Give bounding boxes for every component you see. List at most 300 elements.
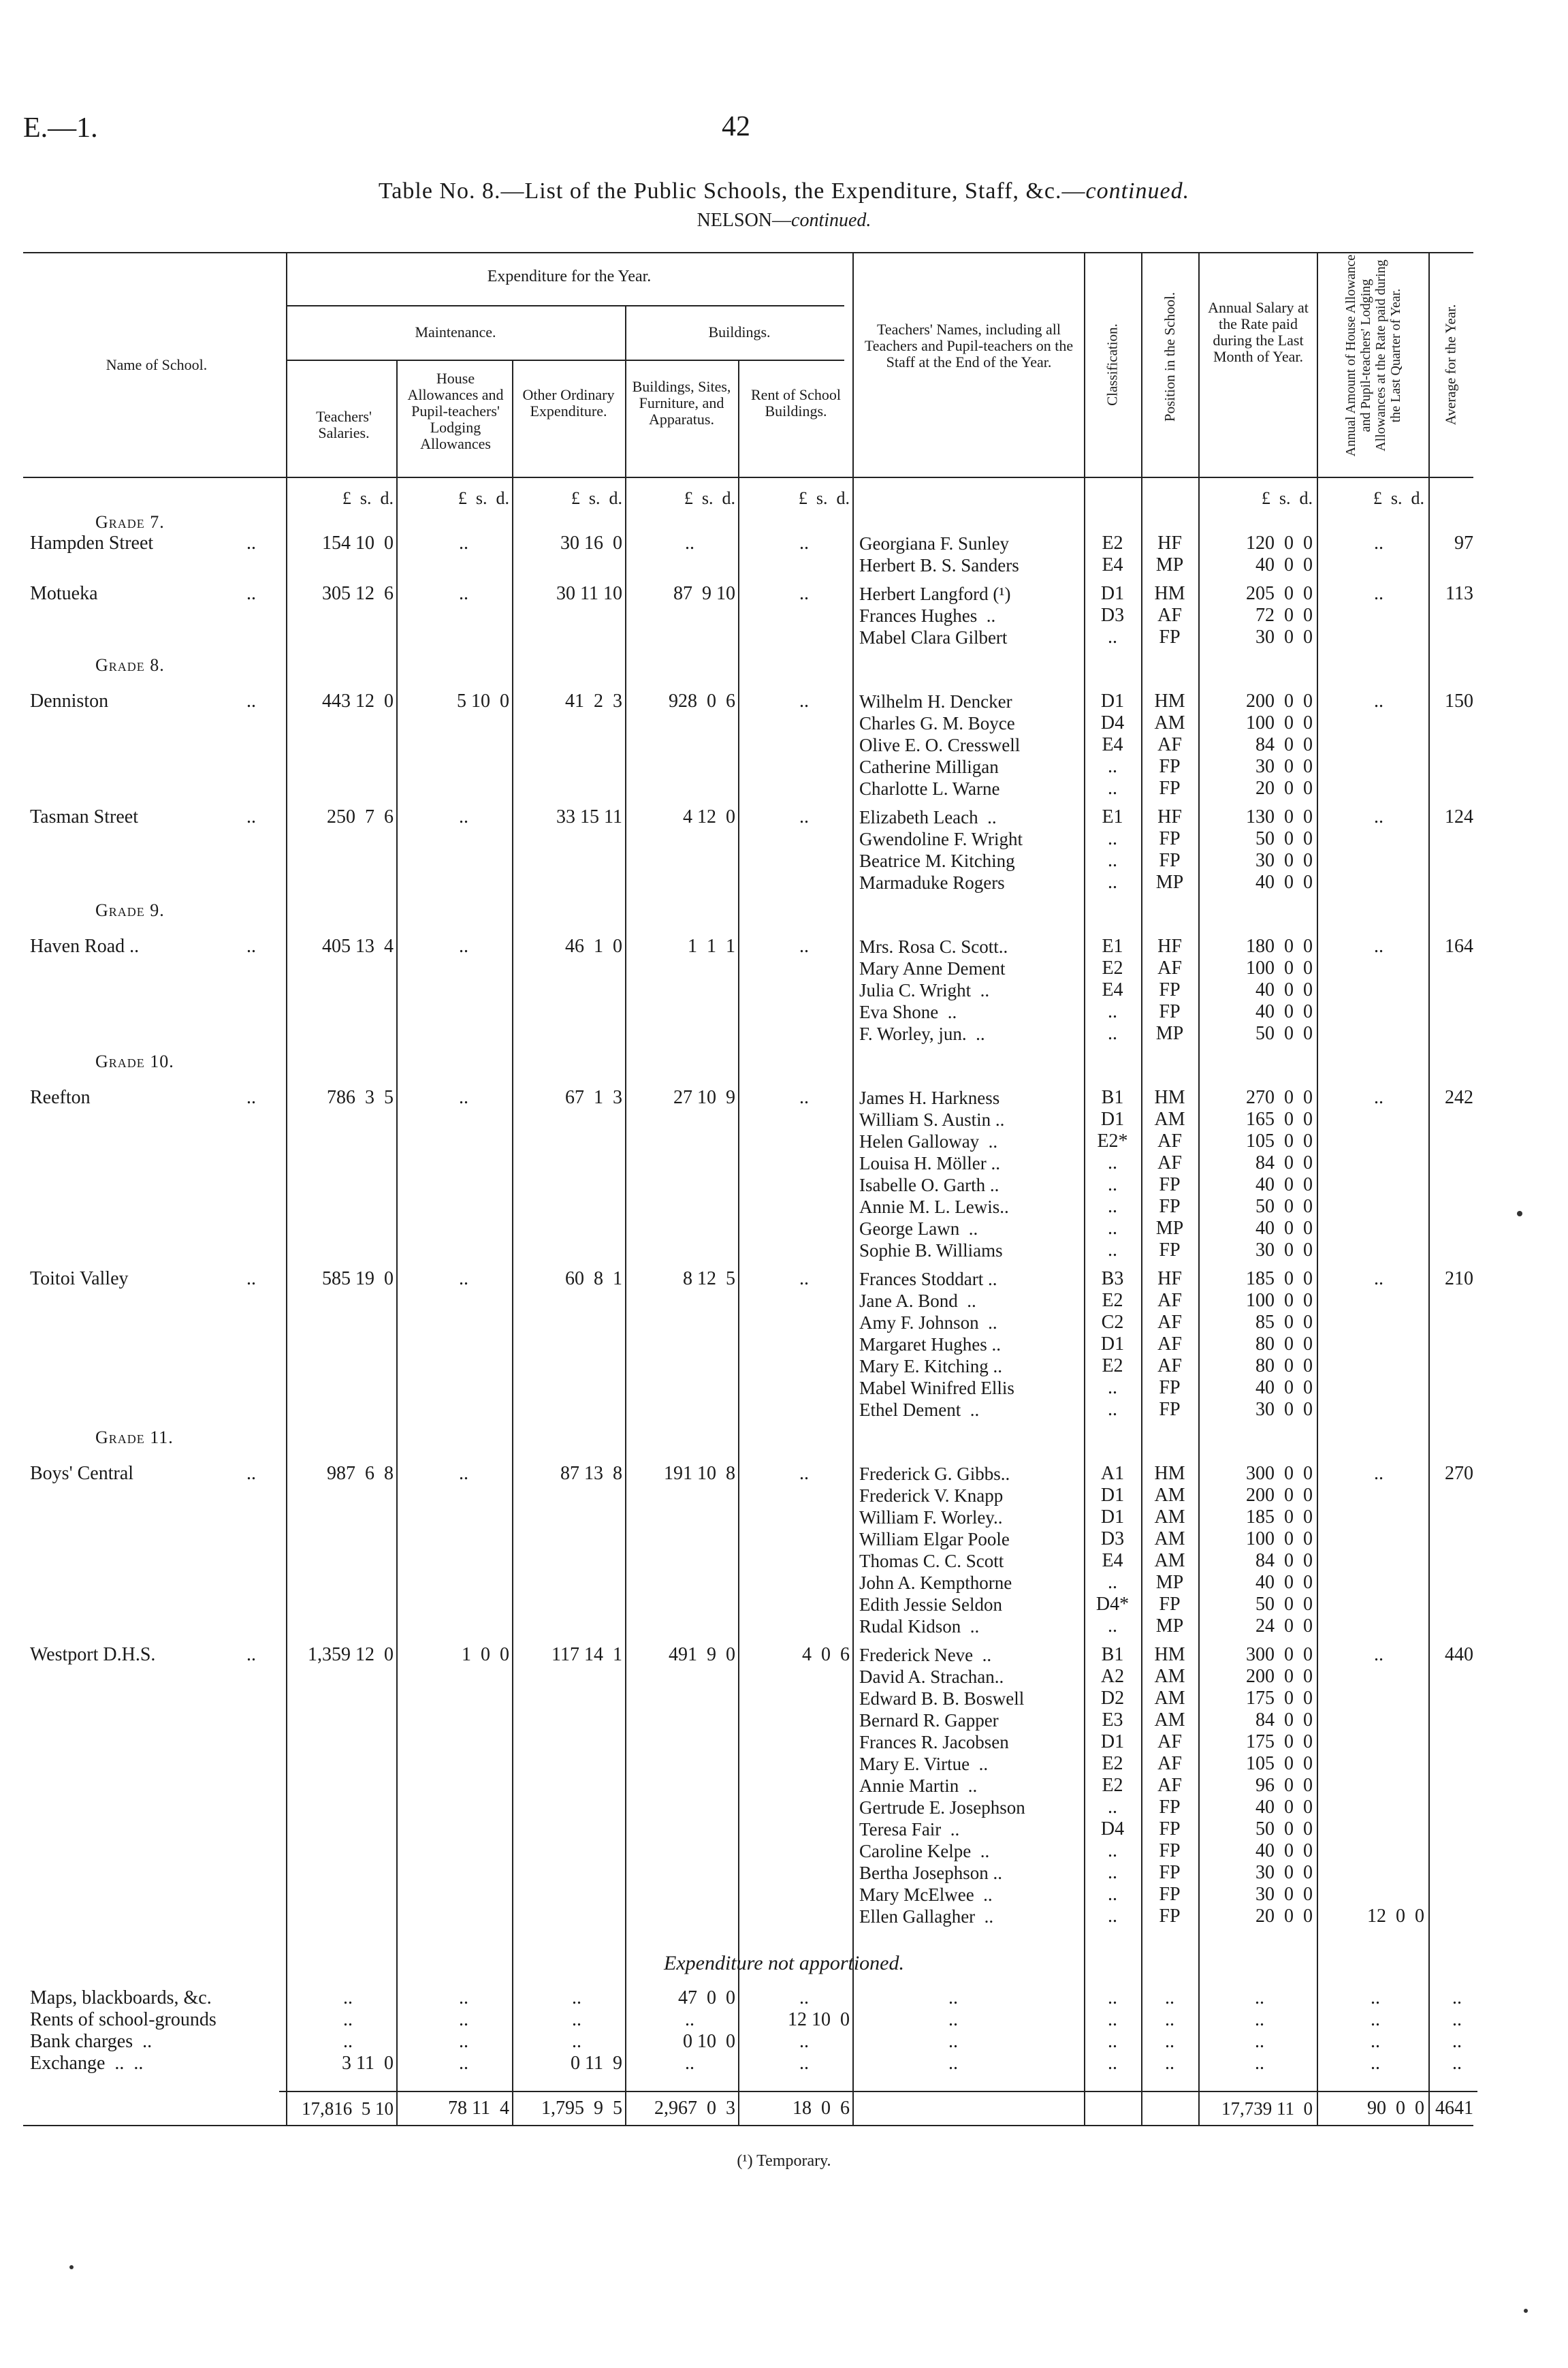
header-house-allowances: House Allowances and Pupil-teachers' Lodging Allowances [407, 370, 504, 452]
classification: E2 [1102, 1753, 1123, 1774]
teacher-name: Margaret Hughes .. [859, 1334, 1001, 1355]
total-rent: 18 0 6 [793, 2098, 850, 2119]
teacher-name: Sophie B. Williams [859, 1240, 1003, 1261]
annual-salary: 175 0 0 [1246, 1688, 1313, 1709]
average-attendance: 210 [1445, 1268, 1473, 1289]
teacher-name: Annie Martin .. [859, 1775, 978, 1796]
annual-salary: 30 0 0 [1255, 627, 1313, 648]
leader-dots: .. [246, 691, 256, 712]
teacher-name: Isabelle O. Garth .. [859, 1175, 999, 1195]
header-maintenance: Maintenance. [415, 323, 496, 341]
annual-salary: 40 0 0 [1255, 1840, 1313, 1861]
position: AF [1157, 1290, 1182, 1311]
position: FP [1159, 850, 1181, 871]
position: AF [1157, 1355, 1182, 1376]
average-attendance: 242 [1445, 1087, 1473, 1108]
school-name: Tasman Street [30, 806, 138, 827]
expense-label: Bank charges .. [30, 2031, 153, 2052]
school-name: Hampden Street [30, 533, 154, 554]
house-allowances: .. [459, 2009, 468, 2030]
teacher-name: Rudal Kidson .. [859, 1616, 980, 1637]
position: FP [1159, 1594, 1181, 1615]
teacher-name: Edith Jessie Seldon [859, 1594, 1002, 1615]
teacher-name: Jane A. Bond .. [859, 1291, 976, 1311]
teachers-salaries: 154 10 0 [322, 533, 394, 554]
position: MP [1155, 1572, 1184, 1593]
annual-salary: 50 0 0 [1255, 828, 1313, 849]
school-name: Boys' Central [30, 1463, 134, 1484]
annual-salary: 175 0 0 [1246, 1731, 1313, 1752]
average-attendance: 150 [1445, 691, 1473, 712]
teachers-salaries: .. [343, 2031, 353, 2052]
position: MP [1155, 1615, 1184, 1637]
house-allowances: .. [459, 533, 468, 554]
buildings-expenditure: 4 12 0 [683, 806, 735, 827]
position: FP [1159, 627, 1181, 648]
classification: .. [1108, 872, 1117, 893]
empty-marker: .. [1371, 2009, 1380, 2030]
classification: E4 [1102, 979, 1123, 1000]
table-top-rule [23, 252, 1473, 253]
annual-salary: 24 0 0 [1255, 1615, 1313, 1637]
rent-expenditure: .. [799, 806, 809, 827]
position: FP [1159, 1399, 1181, 1420]
teacher-name: Julia C. Wright .. [859, 980, 990, 1000]
position: HF [1157, 1268, 1182, 1289]
leader-dots: .. [246, 806, 256, 827]
house-allowance-rate: .. [1374, 691, 1383, 712]
not-apportioned-title: Expenditure not apportioned. [664, 1952, 904, 1974]
teacher-name: Frederick G. Gibbs.. [859, 1464, 1010, 1484]
rent-expenditure: .. [799, 2031, 809, 2052]
total-average: 4641 [1435, 2098, 1473, 2119]
annual-salary: 85 0 0 [1255, 1312, 1313, 1333]
empty-marker: .. [1255, 2053, 1264, 2074]
teacher-name: Mrs. Rosa C. Scott.. [859, 936, 1008, 957]
position: HM [1154, 1463, 1185, 1484]
annual-salary: 200 0 0 [1246, 1666, 1313, 1687]
expense-label: Exchange .. .. [30, 2053, 144, 2074]
buildings-expenditure: 87 9 10 [673, 583, 735, 604]
col-rule [1198, 252, 1200, 2126]
position: MP [1155, 1023, 1184, 1044]
teachers-salaries: 786 3 5 [327, 1087, 394, 1108]
annual-salary: 80 0 0 [1255, 1355, 1313, 1376]
teacher-name: Edward B. B. Boswell [859, 1688, 1025, 1709]
position: AF [1157, 1131, 1182, 1152]
annual-salary: 40 0 0 [1255, 1218, 1313, 1239]
classification: .. [1108, 1615, 1117, 1637]
position: AF [1157, 605, 1182, 626]
teacher-name: Eva Shone .. [859, 1002, 957, 1022]
teacher-name: Mabel Winifred Ellis [859, 1378, 1014, 1398]
classification: .. [1108, 1196, 1117, 1217]
annual-salary: 96 0 0 [1255, 1775, 1313, 1796]
other-expenditure: 0 11 9 [571, 2053, 622, 2074]
annual-salary: 100 0 0 [1246, 1528, 1313, 1549]
classification: B3 [1101, 1268, 1124, 1289]
teacher-name: Caroline Kelpe .. [859, 1841, 990, 1861]
teachers-salaries: 585 19 0 [322, 1268, 394, 1289]
rent-expenditure: .. [799, 533, 809, 554]
annual-salary: 50 0 0 [1255, 1196, 1313, 1217]
annual-salary: 105 0 0 [1246, 1753, 1313, 1774]
total-salaries: 17,816 5 10 [302, 2098, 394, 2119]
empty-marker: .. [1165, 2053, 1174, 2074]
position: FP [1159, 979, 1181, 1000]
empty-marker: .. [948, 1987, 958, 2008]
other-expenditure: .. [572, 1987, 581, 2008]
position: AM [1154, 712, 1185, 733]
house-allowances: .. [459, 2053, 468, 2074]
teacher-name: Thomas C. C. Scott [859, 1551, 1004, 1571]
average-attendance: 164 [1445, 936, 1473, 957]
buildings-expenditure: .. [685, 533, 694, 554]
position: FP [1159, 1906, 1181, 1927]
school-name: Denniston [30, 691, 109, 712]
header-rent: Rent of School Buildings. [751, 386, 841, 420]
leader-dots: .. [246, 936, 256, 957]
annual-salary: 270 0 0 [1246, 1087, 1313, 1108]
annual-salary: 30 0 0 [1255, 1240, 1313, 1261]
other-expenditure: .. [572, 2031, 581, 2052]
classification: D1 [1100, 1333, 1125, 1355]
annual-salary: 105 0 0 [1246, 1131, 1313, 1152]
annual-salary: 205 0 0 [1246, 583, 1313, 604]
position: FP [1159, 1240, 1181, 1261]
classification: D1 [1100, 583, 1125, 604]
buildings-expenditure: 1 1 1 [688, 936, 735, 957]
unit-label: £ s. d. [571, 488, 622, 508]
classification: E4 [1102, 1550, 1123, 1571]
house-allowances: .. [459, 1987, 468, 2008]
position: FP [1159, 778, 1181, 799]
annual-salary: 40 0 0 [1255, 979, 1313, 1000]
annual-salary: 40 0 0 [1255, 1797, 1313, 1818]
grade-heading: Grade 10. [95, 1052, 174, 1071]
classification: E1 [1102, 936, 1123, 957]
header-teachers-names: Teachers' Names, including all Teachers and Pupil-teachers on the Staff at the End of the Year. [864, 321, 1074, 370]
classification: E4 [1102, 734, 1123, 755]
rent-expenditure: .. [799, 1987, 809, 2008]
empty-marker: .. [1108, 2009, 1117, 2030]
position: AM [1154, 1709, 1185, 1731]
teacher-name: Annie M. L. Lewis.. [859, 1197, 1009, 1217]
classification: D2 [1100, 1688, 1125, 1709]
teacher-name: Marmaduke Rogers [859, 872, 1005, 893]
position: AF [1157, 958, 1182, 979]
classification: .. [1108, 1797, 1117, 1818]
average-attendance: 97 [1454, 533, 1473, 554]
rent-expenditure: .. [799, 1268, 809, 1289]
other-expenditure: 30 11 10 [556, 583, 622, 604]
buildings-expenditure: .. [685, 2009, 694, 2030]
classification: .. [1108, 1152, 1117, 1173]
position: AF [1157, 1731, 1182, 1752]
other-expenditure: 60 8 1 [565, 1268, 622, 1289]
empty-marker: .. [1371, 1987, 1380, 2008]
leader-dots: .. [246, 1644, 256, 1665]
classification: .. [1108, 1840, 1117, 1861]
teacher-name: Wilhelm H. Dencker [859, 691, 1012, 712]
empty-marker: .. [1371, 2031, 1380, 2052]
header-expenditure: Expenditure for the Year. [487, 268, 652, 285]
teachers-salaries: 987 6 8 [327, 1463, 394, 1484]
header-buildings: Buildings. [708, 323, 771, 341]
teacher-name: Beatrice M. Kitching [859, 851, 1015, 871]
classification: C2 [1101, 1312, 1124, 1333]
other-expenditure: 67 1 3 [565, 1087, 622, 1108]
other-expenditure: 117 14 1 [551, 1644, 622, 1665]
position: AF [1157, 1152, 1182, 1173]
rent-expenditure: .. [799, 1087, 809, 1108]
teacher-name: Charlotte L. Warne [859, 778, 1000, 799]
teacher-name: Louisa H. Möller .. [859, 1153, 1000, 1173]
annual-salary: 30 0 0 [1255, 850, 1313, 871]
maintenance-rule [286, 360, 844, 361]
position: AM [1154, 1485, 1185, 1506]
header-bottom-rule [23, 477, 1473, 478]
house-allowances: .. [459, 1087, 468, 1108]
unit-label: £ s. d. [458, 488, 509, 508]
position: FP [1159, 1174, 1181, 1195]
classification: .. [1108, 1572, 1117, 1593]
leader-dots: .. [246, 1087, 256, 1108]
scan-speck [1517, 1211, 1522, 1216]
house-allowances: .. [459, 806, 468, 827]
teachers-salaries: .. [343, 1987, 353, 2008]
position: FP [1159, 1797, 1181, 1818]
leader-dots: .. [246, 1463, 256, 1484]
school-name: Reefton [30, 1087, 91, 1108]
classification: E3 [1102, 1709, 1123, 1731]
teacher-name: Elizabeth Leach .. [859, 807, 997, 827]
position: HF [1157, 533, 1182, 554]
empty-marker: .. [1255, 2031, 1264, 2052]
house-allowances: .. [459, 1463, 468, 1484]
annual-salary: 40 0 0 [1255, 554, 1313, 575]
house-allowance-rate: .. [1374, 1463, 1383, 1484]
position: FP [1159, 1840, 1181, 1861]
empty-marker: .. [1255, 1987, 1264, 2008]
average-attendance: 113 [1445, 583, 1473, 604]
teacher-name: Mary E. Kitching .. [859, 1356, 1002, 1376]
rent-expenditure: 12 10 0 [788, 2009, 850, 2030]
teachers-salaries: 305 12 6 [322, 583, 394, 604]
annual-salary: 72 0 0 [1255, 605, 1313, 626]
teachers-salaries: 250 7 6 [327, 806, 394, 827]
classification: E4 [1102, 554, 1123, 575]
empty-marker: .. [948, 2009, 958, 2030]
buildings-expenditure: 491 9 0 [669, 1644, 735, 1665]
annual-salary: 200 0 0 [1246, 691, 1313, 712]
average-attendance: 440 [1445, 1644, 1473, 1665]
other-expenditure: 30 16 0 [560, 533, 622, 554]
teacher-name: Frances Hughes .. [859, 605, 996, 626]
total-house: 78 11 4 [448, 2098, 509, 2119]
header-teachers-salaries: Teachers' Salaries. [316, 408, 372, 441]
school-name: Westport D.H.S. [30, 1644, 156, 1665]
teacher-name: Bertha Josephson .. [859, 1863, 1002, 1883]
teacher-name: Helen Galloway .. [859, 1131, 998, 1152]
classification: .. [1108, 1862, 1117, 1883]
expense-label: Maps, blackboards, &c. [30, 1987, 212, 2008]
annual-salary: 40 0 0 [1255, 872, 1313, 893]
house-allowances: .. [459, 2031, 468, 2052]
classification: .. [1108, 1399, 1117, 1420]
annual-salary: 40 0 0 [1255, 1001, 1313, 1022]
house-allowance-rate: .. [1374, 806, 1383, 827]
house-allowance-rate: .. [1374, 1644, 1383, 1665]
unit-label: £ s. d. [684, 488, 735, 508]
empty-marker: .. [1108, 2031, 1117, 2052]
classification: D1 [1100, 1731, 1125, 1752]
header-name: Name of School. [106, 356, 208, 373]
leader-dots: .. [246, 533, 256, 554]
annual-salary: 40 0 0 [1255, 1174, 1313, 1195]
annual-salary: 180 0 0 [1246, 936, 1313, 957]
header-annual-house: Annual Amount of House Allowance and Pupil-teachers' Lodging Allowances at the Rate paid during the Last Quarter of Year. [1343, 254, 1403, 457]
teachers-salaries: 3 11 0 [342, 2053, 394, 2074]
house-allowances: .. [459, 936, 468, 957]
empty-marker: .. [948, 2053, 958, 2074]
position: HF [1157, 806, 1182, 827]
teacher-name: Georgiana F. Sunley [859, 533, 1010, 554]
annual-salary: 84 0 0 [1255, 734, 1313, 755]
annual-salary: 30 0 0 [1255, 1399, 1313, 1420]
position: HM [1154, 1087, 1185, 1108]
unit-label: £ s. d. [1373, 488, 1424, 508]
school-name: Toitoi Valley [30, 1268, 129, 1289]
col-rule [852, 252, 854, 2126]
classification: .. [1108, 778, 1117, 799]
annual-salary: 200 0 0 [1246, 1485, 1313, 1506]
classification: .. [1108, 1023, 1117, 1044]
leader-dots: .. [246, 1268, 256, 1289]
annual-salary: 50 0 0 [1255, 1594, 1313, 1615]
classification: D4 [1100, 1818, 1125, 1840]
position: FP [1159, 828, 1181, 849]
classification: E2 [1102, 1355, 1123, 1376]
col-rule [625, 305, 626, 2126]
total-annual-salary: 17,739 11 0 [1221, 2098, 1313, 2119]
position: FP [1159, 1001, 1181, 1022]
empty-marker: .. [1108, 1987, 1117, 2008]
table-subtitle: NELSON—continued. [697, 210, 871, 231]
rent-expenditure: .. [799, 691, 809, 712]
annual-salary: 30 0 0 [1255, 756, 1313, 777]
teacher-name: Mary McElwee .. [859, 1884, 993, 1905]
col-rule [512, 360, 513, 2126]
header-annual-salary: Annual Salary at the Rate paid during the Last Month of Year. [1208, 299, 1309, 365]
teacher-name: George Lawn .. [859, 1218, 978, 1239]
school-name: Motueka [30, 583, 98, 604]
house-allowance-rate: .. [1374, 1268, 1383, 1289]
house-allowance-rate: .. [1374, 1087, 1383, 1108]
classification: .. [1108, 1218, 1117, 1239]
classification: A2 [1100, 1666, 1125, 1687]
classification: .. [1108, 850, 1117, 871]
teacher-name: Teresa Fair .. [859, 1819, 960, 1840]
position: AF [1157, 1312, 1182, 1333]
teacher-name: William F. Worley.. [859, 1507, 1003, 1528]
rent-expenditure: .. [799, 1463, 809, 1484]
annual-salary: 50 0 0 [1255, 1818, 1313, 1840]
classification: E2* [1097, 1131, 1128, 1152]
position: MP [1155, 1218, 1184, 1239]
classification: B1 [1101, 1644, 1124, 1665]
unit-label: £ s. d. [1261, 488, 1313, 508]
classification: .. [1108, 1001, 1117, 1022]
scan-speck [1524, 2309, 1528, 2313]
teacher-name: Frances R. Jacobsen [859, 1732, 1009, 1752]
header-average: Average for the Year. [1442, 304, 1459, 426]
buildings-expenditure: 0 10 0 [683, 2031, 735, 2052]
buildings-expenditure: .. [685, 2053, 694, 2074]
annual-salary: 40 0 0 [1255, 1572, 1313, 1593]
grade-heading: Grade 11. [95, 1427, 174, 1447]
buildings-expenditure: 928 0 6 [669, 691, 735, 712]
empty-marker: .. [1371, 2053, 1380, 2074]
empty-marker: .. [1452, 1987, 1462, 2008]
empty-marker: .. [1165, 1987, 1174, 2008]
empty-marker: .. [1452, 2009, 1462, 2030]
col-rule [738, 360, 739, 2126]
header-position: Position in the School. [1162, 291, 1178, 422]
position: FP [1159, 1818, 1181, 1840]
annual-salary: 185 0 0 [1246, 1268, 1313, 1289]
annual-salary: 165 0 0 [1246, 1109, 1313, 1130]
position: FP [1159, 1884, 1181, 1905]
empty-marker: .. [1165, 2009, 1174, 2030]
buildings-expenditure: 8 12 5 [683, 1268, 735, 1289]
classification: D4 [1100, 712, 1125, 733]
rent-expenditure: .. [799, 583, 809, 604]
teacher-name: James H. Harkness [859, 1088, 1000, 1108]
house-allowance-rate: .. [1374, 533, 1383, 554]
header-buildings-sites: Buildings, Sites, Furniture, and Apparatus. [632, 378, 731, 428]
position: AF [1157, 1753, 1182, 1774]
empty-marker: .. [1165, 2031, 1174, 2052]
position: AM [1154, 1528, 1185, 1549]
position: AM [1154, 1688, 1185, 1709]
teacher-name: Bernard R. Gapper [859, 1710, 999, 1731]
annual-salary: 100 0 0 [1246, 958, 1313, 979]
rent-expenditure: .. [799, 936, 809, 957]
teacher-name: Ellen Gallagher .. [859, 1906, 994, 1927]
position: AF [1157, 1333, 1182, 1355]
empty-marker: .. [948, 2031, 958, 2052]
table-title: Table No. 8.—List of the Public Schools, the Expenditure, Staff, &c.—continued. [378, 178, 1190, 204]
annual-salary: 84 0 0 [1255, 1550, 1313, 1571]
total-annual-house: 90 0 0 [1367, 2098, 1424, 2119]
annual-salary: 120 0 0 [1246, 533, 1313, 554]
classification: .. [1108, 756, 1117, 777]
position: MP [1155, 554, 1184, 575]
col-rule [1428, 252, 1430, 2126]
position: FP [1159, 756, 1181, 777]
position: AF [1157, 734, 1182, 755]
classification: .. [1108, 1174, 1117, 1195]
classification: .. [1108, 627, 1117, 648]
classification: .. [1108, 1906, 1117, 1927]
house-allowance-rate: .. [1374, 583, 1383, 604]
rent-expenditure: .. [799, 2053, 809, 2074]
other-expenditure: .. [572, 2009, 581, 2030]
totals-bottom-rule [23, 2125, 1473, 2126]
classification: D1 [1100, 1485, 1125, 1506]
teacher-name: Ethel Dement .. [859, 1400, 980, 1420]
